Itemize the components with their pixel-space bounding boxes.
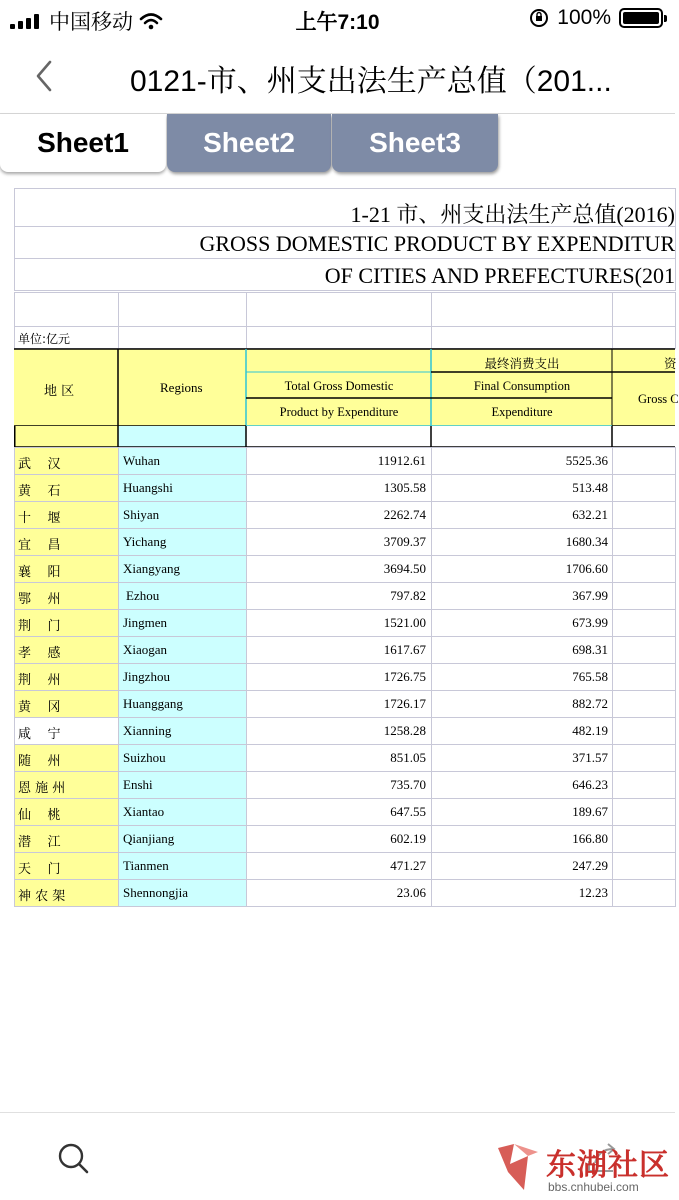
header-consumption-line1: Final Consumption [473, 379, 571, 393]
row-cell-capital-bg [613, 610, 676, 637]
row-region-cn[interactable]: 宜 昌 [18, 538, 61, 553]
row-region-cn[interactable]: 黄 冈 [18, 700, 61, 715]
row-gdp-value[interactable]: 3709.37 [383, 534, 426, 549]
row-region-cn[interactable]: 仙 桃 [18, 808, 61, 823]
row-gdp-value[interactable]: 11912.61 [377, 453, 426, 468]
row-cell-capital-bg [613, 502, 676, 529]
row-cell-capital-bg [613, 448, 676, 475]
blank-cell [15, 293, 119, 327]
header-gdp-line2: Product by Expenditure [279, 405, 399, 419]
row-gdp-value[interactable]: 1617.67 [383, 642, 426, 657]
row-gdp-value[interactable]: 1726.17 [383, 696, 426, 711]
sheet-tabs [0, 114, 675, 174]
row-cell-capital-bg [613, 556, 676, 583]
row-region-cn[interactable]: 黄 石 [18, 484, 61, 499]
row-region-cn[interactable]: 咸 宁 [18, 727, 61, 742]
row-region-en[interactable]: Yichang [123, 534, 167, 549]
row-region-cn[interactable]: 天 门 [18, 862, 61, 877]
watermark-text: 东湖社区 [546, 1148, 670, 1183]
row-region-cn[interactable]: 恩 施 州 [18, 781, 66, 796]
empty-row-cell [246, 426, 675, 447]
row-gdp-value[interactable]: 851.05 [390, 750, 426, 765]
navigation-bar [0, 38, 675, 114]
row-consumption-value[interactable]: 5525.36 [565, 453, 608, 468]
row-region-en[interactable]: Suizhou [123, 750, 166, 765]
blank-cell [432, 327, 613, 349]
row-region-en[interactable]: Shennongjia [123, 885, 188, 900]
watermark-logo [494, 1140, 672, 1196]
row-gdp-value[interactable]: 647.55 [390, 804, 426, 819]
row-gdp-value[interactable]: 23.06 [396, 885, 426, 900]
back-chevron-icon[interactable] [26, 54, 66, 98]
row-cell-capital-bg [613, 853, 676, 880]
header-region-cn: 地 区 [44, 384, 75, 399]
row-consumption-value[interactable]: 882.72 [572, 696, 608, 711]
row-cell-capital-bg [613, 718, 676, 745]
row-region-cn[interactable]: 神 农 架 [18, 889, 66, 904]
empty-row-cell [14, 426, 118, 447]
row-consumption-value[interactable]: 513.48 [572, 480, 608, 495]
row-consumption-value[interactable]: 1680.34 [565, 534, 608, 549]
status-time: 上午7:10 [295, 11, 380, 34]
row-consumption-value[interactable]: 1706.60 [565, 561, 608, 576]
rotation-lock-icon [529, 8, 549, 28]
row-gdp-value[interactable]: 797.82 [390, 588, 426, 603]
row-region-en[interactable]: Ezhou [126, 588, 160, 603]
row-consumption-value[interactable]: 189.67 [572, 804, 608, 819]
row-consumption-value[interactable]: 247.29 [572, 858, 608, 873]
status-right [529, 6, 663, 30]
blank-cell [432, 293, 613, 327]
row-gdp-value[interactable]: 1305.58 [383, 480, 426, 495]
row-region-en[interactable]: Tianmen [123, 858, 169, 873]
row-gdp-value[interactable]: 602.19 [390, 831, 426, 846]
row-region-cn[interactable]: 荆 州 [18, 673, 61, 688]
row-cell-capital-bg [613, 799, 676, 826]
header-capital-cn: 资 [664, 356, 677, 371]
header-capital-en: Gross C [638, 392, 679, 406]
header-consumption-line2: Expenditure [491, 405, 553, 419]
spreadsheet-view[interactable] [14, 188, 679, 904]
row-region-cn[interactable]: 潜 江 [18, 835, 61, 850]
search-icon[interactable] [54, 1139, 94, 1179]
row-region-cn[interactable]: 襄 阳 [18, 565, 61, 580]
tab-sheet3[interactable]: Sheet3 [332, 114, 498, 172]
row-region-en[interactable]: Qianjiang [123, 831, 175, 846]
row-cell-capital-bg [613, 583, 676, 610]
tab-sheet2[interactable]: Sheet2 [167, 114, 331, 172]
row-cell-capital-bg [613, 475, 676, 502]
blank-cell [119, 293, 247, 327]
blank-cell [613, 293, 676, 327]
row-region-cn[interactable]: 荆 门 [18, 619, 61, 634]
row-consumption-value[interactable]: 646.23 [572, 777, 608, 792]
row-cell-capital-bg [613, 745, 676, 772]
document-title: 0121-市、州支出法生产总值（201... [130, 65, 612, 98]
row-gdp-value[interactable]: 1521.00 [383, 615, 426, 630]
row-region-en[interactable]: Enshi [123, 777, 153, 792]
blank-cell [119, 327, 247, 349]
row-region-cn[interactable]: 孝 感 [18, 646, 61, 661]
row-consumption-value[interactable]: 673.99 [572, 615, 608, 630]
empty-row-cell [118, 426, 246, 447]
sheet-title-en-2: OF CITIES AND PREFECTURES(201 [324, 263, 675, 288]
row-gdp-value[interactable]: 1726.75 [383, 669, 426, 684]
row-region-en[interactable]: Jingzhou [123, 669, 170, 684]
sheet-title-cn: 1-21 市、州支出法生产总值(2016) [350, 202, 675, 227]
header-gdp-line1: Total Gross Domestic [284, 379, 394, 393]
row-gdp-value[interactable]: 2262.74 [383, 507, 426, 522]
row-region-en[interactable]: Jingmen [123, 615, 168, 630]
battery-icon [619, 8, 663, 28]
row-region-cn[interactable]: 武 汉 [18, 457, 61, 472]
row-cell-capital-bg [613, 691, 676, 718]
row-cell-capital-bg [613, 664, 676, 691]
row-gdp-value[interactable]: 1258.28 [383, 723, 426, 738]
watermark-emblem-icon [494, 1142, 544, 1194]
header-consumption-cn: 最终消费支出 [484, 356, 560, 371]
row-region-en[interactable]: Shiyan [123, 507, 160, 522]
sheet-title-en-1: GROSS DOMESTIC PRODUCT BY EXPENDITUR [199, 231, 675, 256]
battery-percent: 100% [557, 6, 611, 29]
row-consumption-value[interactable]: 482.19 [572, 723, 608, 738]
row-consumption-value[interactable]: 371.57 [572, 750, 608, 765]
row-region-en[interactable]: Huanggang [123, 696, 183, 711]
blank-cell [247, 327, 432, 349]
row-cell-capital-bg [613, 826, 676, 853]
row-cell-capital-bg [613, 529, 676, 556]
row-region-en[interactable]: Xiaogan [123, 642, 168, 657]
unit-label: 单位:亿元 [18, 332, 71, 346]
row-gdp-value[interactable]: 3694.50 [383, 561, 426, 576]
watermark-url: bbs.cnhubei.com [548, 1180, 639, 1194]
blank-cell [613, 327, 676, 349]
row-cell-capital-bg [613, 880, 676, 907]
row-consumption-value[interactable]: 166.80 [572, 831, 608, 846]
tab-sheet1[interactable]: Sheet1 [0, 114, 166, 172]
row-consumption-value[interactable]: 698.31 [572, 642, 608, 657]
row-region-en[interactable]: Wuhan [123, 453, 161, 468]
row-gdp-value[interactable]: 735.70 [390, 777, 426, 792]
row-consumption-value[interactable]: 765.58 [572, 669, 608, 684]
row-region-cn[interactable]: 鄂 州 [18, 592, 61, 607]
row-region-en[interactable]: Xiangyang [123, 561, 181, 576]
header-region-en: Regions [160, 380, 203, 395]
row-cell-capital-bg [613, 772, 676, 799]
row-region-cn[interactable]: 随 州 [18, 754, 61, 769]
row-region-en[interactable]: Huangshi [123, 480, 173, 495]
row-gdp-value[interactable]: 471.27 [390, 858, 426, 873]
blank-cell [247, 293, 432, 327]
carrier-label: 中国移动 [49, 11, 133, 34]
row-region-en[interactable]: Xianning [123, 723, 172, 738]
row-consumption-value[interactable]: 12.23 [578, 885, 608, 900]
row-cell-capital-bg [613, 637, 676, 664]
row-consumption-value[interactable]: 632.21 [572, 507, 608, 522]
row-region-cn[interactable]: 十 堰 [18, 511, 61, 526]
status-bar [0, 0, 675, 38]
row-region-en[interactable]: Xiantao [123, 804, 165, 819]
row-consumption-value[interactable]: 367.99 [572, 588, 608, 603]
